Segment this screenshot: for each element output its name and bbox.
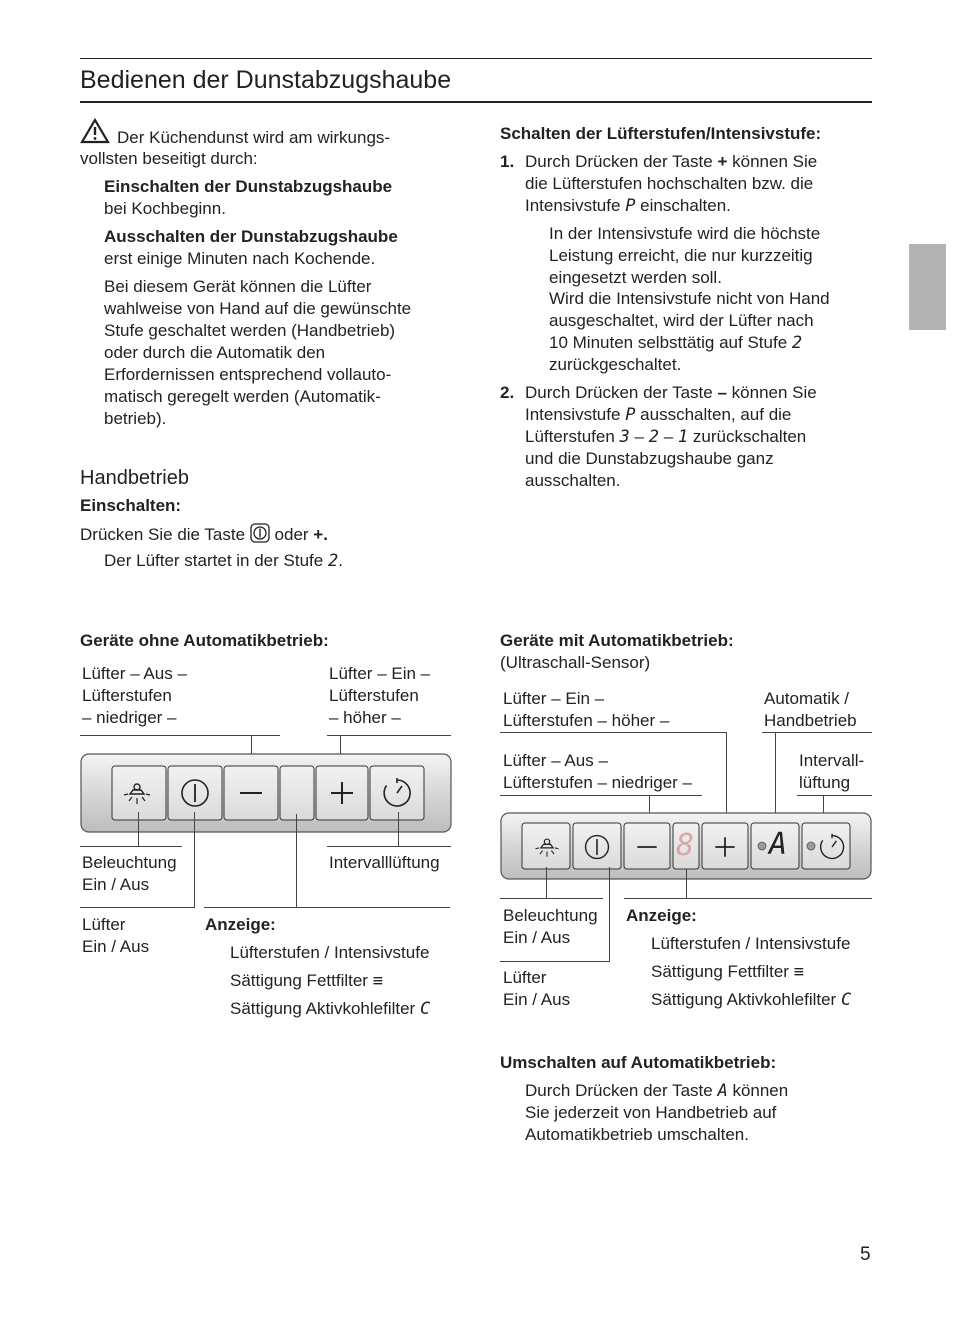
leader-line: [762, 732, 872, 733]
stage-2-glyph: 2: [791, 333, 803, 353]
page-number: 5: [860, 1244, 871, 1265]
stage-1-glyph: 1: [677, 427, 689, 447]
diag2-label-ein-2: Lüfterstufen – höher –: [503, 711, 670, 730]
page-title: Bedienen der Dunstabzugshaube: [80, 66, 452, 94]
diag2-anzeige: Anzeige:: [626, 906, 697, 925]
step-1-text: Durch Drücken der Taste: [525, 152, 713, 171]
umschalten-line-1: [525, 1080, 788, 1102]
minus-symbol: –: [717, 383, 727, 402]
warning-line-1: Der Küchendunst wird am wirkungs-: [117, 128, 391, 147]
leader-line: [500, 732, 726, 733]
para-line: oder durch die Automatik den: [104, 343, 326, 362]
anzeige-text: Sättigung Fettfilter: [230, 971, 368, 990]
light-icon: [532, 832, 562, 862]
diag2-label-auto-2: Handbetrieb: [764, 711, 857, 730]
diag2-beleuchtung-2: Ein / Aus: [503, 928, 571, 947]
item1-bold: Einschalten der Dunstabzugshaube: [104, 177, 393, 196]
einschalten-label: Einschalten:: [80, 496, 182, 515]
intensive-p-glyph: P: [625, 405, 636, 425]
plus-symbol: +.: [313, 525, 328, 544]
diag1-label-left-2: Lüfterstufen: [82, 686, 172, 705]
dash: –: [663, 427, 674, 446]
diag2-luefter-2: Ein / Aus: [503, 990, 571, 1009]
leader-line: [80, 907, 195, 908]
leader-line: [609, 867, 610, 962]
leader-line: [204, 907, 450, 908]
power-key-icon: [250, 523, 270, 543]
leader-line: [686, 869, 687, 898]
umschalten-heading: Umschalten auf Automatikbetrieb:: [500, 1053, 777, 1072]
leader-line: [80, 846, 182, 847]
diag2-anzeige-1: Lüfterstufen / Intensivstufe: [651, 934, 851, 953]
light-icon: [120, 776, 154, 810]
diag1-anzeige-3: [230, 998, 430, 1020]
note-line: Wird die Intensivstufe nicht von Hand: [549, 289, 830, 308]
diag1-label-left-3: – niedriger –: [82, 708, 177, 727]
diag2-label-aus-1: Lüfter – Aus –: [503, 751, 608, 770]
diag1-label-left-1: Lüfter – Aus –: [82, 664, 187, 683]
item2-text: erst einige Minuten nach Kochende.: [104, 249, 376, 268]
handbetrieb-heading: Handbetrieb: [80, 467, 189, 489]
plus-icon[interactable]: [325, 776, 359, 810]
diag2-anzeige-2: [651, 961, 804, 983]
plus-symbol: +: [717, 152, 728, 171]
step-2-text: können Sie: [731, 383, 817, 402]
diag2-subheading: (Ultraschall-Sensor): [500, 653, 651, 672]
umschalten-text: Durch Drücken der Taste: [525, 1081, 713, 1100]
leader-line: [327, 846, 451, 847]
diag1-label-right-1: Lüfter – Ein –: [329, 664, 431, 683]
stage-2-dot: .: [338, 551, 343, 570]
leader-line: [398, 812, 399, 846]
note-text: 10 Minuten selbsttätig auf Stufe: [549, 333, 788, 352]
leader-line: [500, 898, 603, 899]
display-digit: 8: [676, 828, 695, 863]
note-line: Leistung erreicht, die nur kurzzeitig: [549, 246, 813, 265]
step-2-text: Intensivstufe: [525, 405, 621, 424]
diag1-anzeige-2: [230, 970, 383, 992]
step-1-text: einschalten.: [640, 196, 731, 215]
leader-line: [500, 795, 702, 796]
leader-line: [80, 735, 280, 736]
diag1-anzeige-1: Lüfterstufen / Intensivstufe: [230, 943, 430, 962]
stage-2-glyph: 2: [648, 427, 659, 447]
power-icon[interactable]: [178, 776, 212, 810]
step-1-line-2: die Lüfterstufen hochschalten bzw. die: [525, 174, 814, 193]
para-line: Erfordernissen entsprechend vollauto-: [104, 365, 392, 384]
anzeige-text: Sättigung Aktivkohlefilter: [651, 990, 837, 1009]
warning-line-2: vollsten beseitigt durch:: [80, 149, 258, 168]
minus-icon[interactable]: [632, 832, 662, 862]
diag1-label-right-3: – höher –: [329, 708, 401, 727]
leader-line: [327, 735, 451, 736]
diag1-luefter-1: Lüfter: [82, 915, 126, 934]
leader-line: [194, 812, 195, 908]
carbon-filter-glyph: C: [840, 990, 852, 1010]
leader-line: [500, 961, 610, 962]
para-line: matisch geregelt werden (Automatik-: [104, 387, 381, 406]
press-text-a: Drücken Sie die Taste: [80, 525, 246, 544]
step-2-number: 2.: [500, 383, 515, 402]
dash: –: [634, 427, 644, 446]
diag1-anzeige: Anzeige:: [205, 915, 276, 934]
grease-filter-glyph: ≡: [793, 962, 804, 982]
note-line: [549, 332, 802, 354]
diag1-luefter-2: Ein / Aus: [82, 937, 150, 956]
title-rule: [80, 101, 872, 103]
leader-line: [296, 814, 297, 908]
automatic-a-glyph: A: [717, 1081, 728, 1101]
start-text: Der Lüfter startet in der Stufe: [104, 551, 324, 570]
diag2-label-int-1: Intervall-: [799, 751, 865, 770]
step-2-text: Durch Drücken der Taste: [525, 383, 713, 402]
diag2-heading: Geräte mit Automatikbetrieb:: [500, 631, 734, 650]
start-line: [104, 550, 343, 572]
note-line: In der Intensivstufe wird die höchste: [549, 224, 821, 243]
para-line: wahlweise von Hand auf die gewünschte: [104, 299, 412, 318]
diag2-label-int-2: lüftung: [799, 773, 851, 792]
step-2-line-4: und die Dunstabzugshaube ganz: [525, 449, 774, 468]
step-2-line-3: [525, 426, 806, 448]
step-2-text: zurückschalten: [692, 427, 807, 446]
diag2-luefter-1: Lüfter: [503, 968, 547, 987]
diag2-anzeige-3: [651, 989, 851, 1011]
diag1-beleuchtung-1: Beleuchtung: [82, 853, 177, 872]
automatic-button-glyph[interactable]: A: [769, 827, 788, 862]
umschalten-text: können: [732, 1081, 789, 1100]
leader-line: [797, 795, 872, 796]
diag1-label-right-2: Lüfterstufen: [329, 686, 419, 705]
carbon-filter-glyph: C: [419, 999, 431, 1019]
item2-bold: Ausschalten der Dunstabzugshaube: [104, 227, 398, 246]
step-1-line-3: [525, 195, 731, 217]
leader-line: [546, 867, 547, 898]
plus-icon[interactable]: [710, 832, 740, 862]
step-2-line-1: [525, 382, 817, 404]
leader-line: [624, 898, 872, 899]
anzeige-text: Sättigung Fettfilter: [651, 962, 789, 981]
top-rule: [80, 58, 872, 59]
warning-icon: [80, 118, 110, 144]
umschalten-line-3: Automatikbetrieb umschalten.: [525, 1125, 749, 1144]
diag2-label-aus-2: Lüfterstufen – niedriger –: [503, 773, 693, 792]
step-1-number: 1.: [500, 152, 515, 171]
step-2-line-5: ausschalten.: [525, 471, 621, 490]
press-text-b: oder: [274, 525, 309, 544]
timer-icon[interactable]: [380, 776, 414, 810]
section-tab: [909, 244, 946, 330]
anzeige-text: Sättigung Aktivkohlefilter: [230, 999, 416, 1018]
press-line: [80, 523, 328, 546]
para-line: betrieb).: [104, 409, 167, 428]
diag2-beleuchtung-1: Beleuchtung: [503, 906, 598, 925]
step-1-text: Intensivstufe: [525, 196, 621, 215]
right-heading: Schalten der Lüfterstufen/Intensivstufe:: [500, 124, 822, 143]
timer-icon[interactable]: [817, 832, 847, 862]
stage-3-glyph: 3: [619, 427, 630, 447]
item1-text: bei Kochbeginn.: [104, 199, 226, 218]
step-2-text: ausschalten, auf die: [640, 405, 792, 424]
diag1-beleuchtung-2: Ein / Aus: [82, 875, 150, 894]
intensive-p-glyph: P: [625, 196, 636, 216]
diag1-intervall: Intervalllüftung: [329, 853, 440, 872]
stage-2-glyph: 2: [327, 551, 339, 571]
umschalten-line-2: Sie jederzeit von Handbetrieb auf: [525, 1103, 777, 1122]
leader-line: [138, 812, 139, 846]
grease-filter-glyph: ≡: [372, 971, 383, 991]
note-line: eingesetzt werden soll.: [549, 268, 722, 287]
note-line: ausgeschaltet, wird der Lüfter nach: [549, 311, 814, 330]
note-line: zurückgeschaltet.: [549, 355, 682, 374]
diag1-heading: Geräte ohne Automatikbetrieb:: [80, 631, 329, 650]
step-1-text: können Sie: [732, 152, 818, 171]
para-line: Bei diesem Gerät können die Lüfter: [104, 277, 372, 296]
diag2-label-ein-1: Lüfter – Ein –: [503, 689, 605, 708]
step-1-line-1: [525, 151, 817, 173]
para-line: Stufe geschaltet werden (Handbetrieb): [104, 321, 396, 340]
minus-icon[interactable]: [234, 776, 268, 810]
diag2-label-auto-1: Automatik /: [764, 689, 850, 708]
power-icon[interactable]: [582, 832, 612, 862]
step-2-text: Lüfterstufen: [525, 427, 615, 446]
step-2-line-2: [525, 404, 791, 426]
